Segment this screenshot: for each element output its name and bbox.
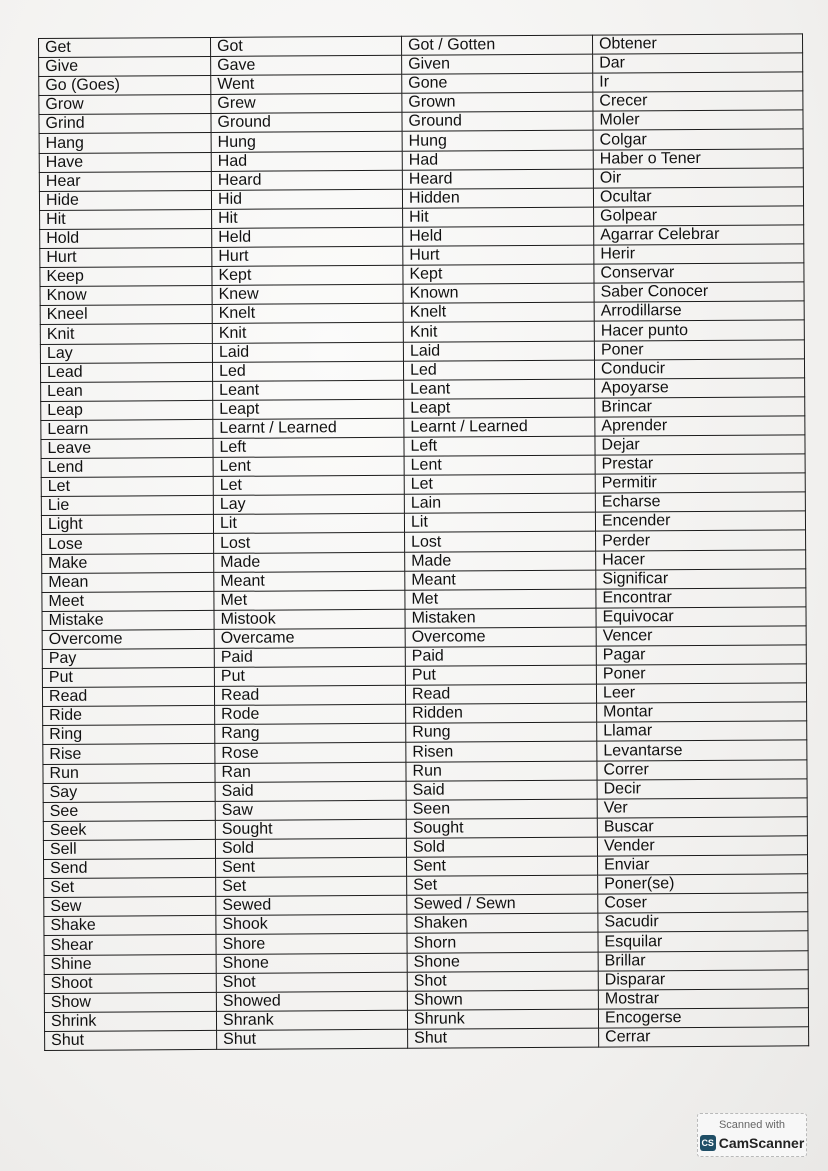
past-simple-cell: Overcame [214, 628, 405, 648]
past-participle-cell: Kept [403, 264, 594, 284]
past-simple-cell: Went [211, 74, 402, 94]
past-simple-cell: Hung [211, 132, 402, 152]
infinitive-cell: Seek [43, 820, 215, 840]
past-simple-cell: Shone [216, 953, 407, 973]
past-simple-cell: Hit [212, 208, 403, 228]
infinitive-cell: Hide [39, 190, 211, 210]
past-participle-cell: Shut [408, 1028, 599, 1048]
past-participle-cell: Left [404, 436, 595, 456]
past-participle-cell: Let [404, 474, 595, 494]
past-simple-cell: Learnt / Learned [213, 418, 404, 438]
past-participle-cell: Leapt [404, 398, 595, 418]
infinitive-cell: Ring [43, 725, 215, 745]
spanish-translation-cell: Poner(se) [598, 874, 808, 894]
past-simple-cell: Laid [212, 342, 403, 362]
past-simple-cell: Read [214, 685, 405, 705]
past-simple-cell: Lost [214, 533, 405, 553]
spanish-translation-cell: Aprender [595, 416, 805, 436]
infinitive-cell: Have [39, 152, 211, 172]
past-simple-cell: Grew [211, 94, 402, 114]
past-simple-cell: Hurt [212, 246, 403, 266]
past-simple-cell: Set [216, 876, 407, 896]
verb-table-body [39, 34, 809, 1051]
infinitive-cell: Read [42, 687, 214, 707]
spanish-translation-cell: Coser [598, 893, 808, 913]
infinitive-cell: Let [41, 477, 213, 497]
infinitive-cell: Overcome [42, 629, 214, 649]
infinitive-cell: Keep [40, 267, 212, 287]
past-simple-cell: Had [211, 151, 402, 171]
camscanner-brand [698, 1135, 806, 1151]
spanish-translation-cell: Vencer [596, 626, 806, 646]
infinitive-cell: Kneel [40, 305, 212, 325]
camscanner-badge [697, 1113, 807, 1157]
spanish-translation-cell: Levantarse [597, 740, 807, 760]
infinitive-cell: See [43, 801, 215, 821]
spanish-translation-cell: Llamar [597, 721, 807, 741]
spanish-translation-cell: Cerrar [599, 1027, 809, 1047]
infinitive-cell: Lend [41, 458, 213, 478]
past-participle-cell: Met [405, 589, 596, 609]
past-participle-cell: Set [407, 875, 598, 895]
infinitive-cell: Leap [41, 400, 213, 420]
infinitive-cell: Knit [40, 324, 212, 344]
past-participle-cell: Read [405, 684, 596, 704]
infinitive-cell: Hurt [40, 247, 212, 267]
spanish-translation-cell: Disparar [598, 969, 808, 989]
past-simple-cell: Made [214, 552, 405, 572]
infinitive-cell: Lay [40, 343, 212, 363]
past-simple-cell: Knelt [212, 304, 403, 324]
past-participle-cell: Shot [407, 971, 598, 991]
infinitive-cell: Lose [42, 534, 214, 554]
spanish-translation-cell: Oir [593, 167, 803, 187]
past-participle-cell: Ground [402, 111, 593, 131]
infinitive-cell: Send [44, 858, 216, 878]
past-participle-cell: Sent [407, 856, 598, 876]
spanish-translation-cell: Prestar [595, 454, 805, 474]
spanish-translation-cell: Significar [596, 568, 806, 588]
spanish-translation-cell: Hacer [596, 549, 806, 569]
spanish-translation-cell: Arrodillarse [594, 301, 804, 321]
spanish-translation-cell: Equivocar [596, 607, 806, 627]
infinitive-cell: Set [44, 878, 216, 898]
past-participle-cell: Lain [404, 493, 595, 513]
infinitive-cell: Learn [41, 419, 213, 439]
infinitive-cell: Leave [41, 438, 213, 458]
past-simple-cell: Heard [211, 170, 402, 190]
past-participle-cell: Ridden [406, 703, 597, 723]
spanish-translation-cell: Vender [597, 836, 807, 856]
past-simple-cell: Kept [212, 265, 403, 285]
past-participle-cell: Held [403, 226, 594, 246]
irregular-verbs-table [38, 33, 809, 1051]
past-participle-cell: Grown [402, 92, 593, 112]
infinitive-cell: Ride [43, 706, 215, 726]
spanish-translation-cell: Poner [596, 664, 806, 684]
spanish-translation-cell: Ver [597, 798, 807, 818]
past-participle-cell: Said [406, 780, 597, 800]
spanish-translation-cell: Ocultar [593, 187, 803, 207]
infinitive-cell: Hold [40, 228, 212, 248]
infinitive-cell: Sell [43, 839, 215, 859]
spanish-translation-cell: Brillar [598, 950, 808, 970]
past-participle-cell: Got / Gotten [401, 35, 592, 55]
spanish-translation-cell: Encender [595, 511, 805, 531]
past-simple-cell: Shut [217, 1029, 408, 1049]
spanish-translation-cell: Apoyarse [595, 378, 805, 398]
infinitive-cell: Lead [40, 362, 212, 382]
past-participle-cell: Known [403, 283, 594, 303]
spanish-translation-cell: Ir [593, 72, 803, 92]
spanish-translation-cell: Haber o Tener [593, 148, 803, 168]
infinitive-cell: Light [41, 515, 213, 535]
past-participle-cell: Knit [403, 322, 594, 342]
past-simple-cell: Sought [215, 819, 406, 839]
spanish-translation-cell: Sacudir [598, 912, 808, 932]
past-participle-cell: Mistaken [405, 608, 596, 628]
past-participle-cell: Risen [406, 742, 597, 762]
past-participle-cell: Shrunk [407, 1009, 598, 1029]
infinitive-cell: Sew [44, 897, 216, 917]
past-simple-cell: Leapt [213, 399, 404, 419]
infinitive-cell: Get [39, 37, 211, 57]
past-simple-cell: Let [213, 475, 404, 495]
scanned-with-label: Scanned with [718, 1119, 786, 1131]
spanish-translation-cell: Permitir [595, 473, 805, 493]
infinitive-cell: Mistake [42, 610, 214, 630]
past-participle-cell: Seen [406, 799, 597, 819]
past-participle-cell: Overcome [405, 627, 596, 647]
infinitive-cell: Make [42, 553, 214, 573]
spanish-translation-cell: Colgar [593, 129, 803, 149]
past-participle-cell: Sought [406, 818, 597, 838]
spanish-translation-cell: Correr [597, 759, 807, 779]
past-participle-cell: Paid [405, 646, 596, 666]
infinitive-cell: Lean [41, 381, 213, 401]
spanish-translation-cell: Dejar [595, 435, 805, 455]
past-simple-cell: Led [212, 361, 403, 381]
camscanner-logo-icon: CS [700, 1135, 716, 1151]
infinitive-cell: Hang [39, 133, 211, 153]
past-participle-cell: Heard [402, 169, 593, 189]
spanish-translation-cell: Pagar [596, 645, 806, 665]
past-simple-cell: Ground [211, 113, 402, 133]
verb-row [45, 1027, 809, 1051]
infinitive-cell: Shrink [44, 1011, 216, 1031]
infinitive-cell: Give [39, 57, 211, 77]
infinitive-cell: Meet [42, 591, 214, 611]
past-participle-cell: Lost [405, 532, 596, 552]
spanish-translation-cell: Brincar [595, 397, 805, 417]
spanish-translation-cell: Golpear [594, 206, 804, 226]
past-participle-cell: Hung [402, 131, 593, 151]
past-simple-cell: Shot [216, 972, 407, 992]
past-simple-cell: Hid [211, 189, 402, 209]
past-participle-cell: Meant [405, 570, 596, 590]
past-simple-cell: Put [214, 666, 405, 686]
spanish-translation-cell: Conducir [594, 358, 804, 378]
past-participle-cell: Gone [402, 73, 593, 93]
past-participle-cell: Lit [404, 512, 595, 532]
spanish-translation-cell: Poner [594, 339, 804, 359]
past-simple-cell: Shrank [216, 1010, 407, 1030]
past-simple-cell: Ran [215, 762, 406, 782]
past-participle-cell: Run [406, 761, 597, 781]
infinitive-cell: Say [43, 782, 215, 802]
past-participle-cell: Sewed / Sewn [407, 894, 598, 914]
past-participle-cell: Put [405, 665, 596, 685]
spanish-translation-cell: Crecer [593, 91, 803, 111]
past-simple-cell: Said [215, 781, 406, 801]
infinitive-cell: Shine [44, 954, 216, 974]
past-participle-cell: Lent [404, 455, 595, 475]
infinitive-cell: Run [43, 763, 215, 783]
spanish-translation-cell: Echarse [595, 492, 805, 512]
past-participle-cell: Rung [406, 722, 597, 742]
past-simple-cell: Met [214, 590, 405, 610]
verb-sheet [38, 33, 808, 1051]
past-participle-cell: Leant [404, 379, 595, 399]
camscanner-name: CamScanner [718, 1135, 805, 1151]
spanish-translation-cell: Encontrar [596, 588, 806, 608]
past-simple-cell: Gave [211, 55, 402, 75]
infinitive-cell: Hear [39, 171, 211, 191]
spanish-translation-cell: Esquilar [598, 931, 808, 951]
past-participle-cell: Hit [403, 207, 594, 227]
spanish-translation-cell: Hacer punto [594, 320, 804, 340]
past-simple-cell: Shook [216, 915, 407, 935]
past-participle-cell: Hurt [403, 245, 594, 265]
past-simple-cell: Lay [213, 495, 404, 515]
spanish-translation-cell: Saber Conocer [594, 282, 804, 302]
spanish-translation-cell: Conservar [594, 263, 804, 283]
infinitive-cell: Know [40, 286, 212, 306]
spanish-translation-cell: Perder [596, 530, 806, 550]
infinitive-cell: Pay [42, 648, 214, 668]
infinitive-cell: Shoot [44, 973, 216, 993]
past-simple-cell: Mistook [214, 609, 405, 629]
spanish-translation-cell: Mostrar [598, 988, 808, 1008]
past-simple-cell: Saw [215, 800, 406, 820]
spanish-translation-cell: Obtener [592, 34, 802, 54]
past-participle-cell: Shown [407, 990, 598, 1010]
spanish-translation-cell: Herir [594, 244, 804, 264]
infinitive-cell: Grind [39, 114, 211, 134]
past-simple-cell: Paid [214, 647, 405, 667]
past-simple-cell: Lent [213, 456, 404, 476]
infinitive-cell: Hit [40, 209, 212, 229]
past-simple-cell: Knit [212, 323, 403, 343]
infinitive-cell: Rise [43, 744, 215, 764]
past-simple-cell: Shore [216, 934, 407, 954]
past-participle-cell: Knelt [403, 302, 594, 322]
past-simple-cell: Showed [216, 991, 407, 1011]
past-participle-cell: Shaken [407, 913, 598, 933]
past-participle-cell: Shorn [407, 933, 598, 953]
infinitive-cell: Shake [44, 916, 216, 936]
past-simple-cell: Leant [213, 380, 404, 400]
past-simple-cell: Held [212, 227, 403, 247]
infinitive-cell: Grow [39, 95, 211, 115]
past-participle-cell: Laid [403, 341, 594, 361]
past-participle-cell: Made [405, 551, 596, 571]
infinitive-cell: Shear [44, 935, 216, 955]
past-participle-cell: Had [402, 150, 593, 170]
past-simple-cell: Rose [215, 743, 406, 763]
past-simple-cell: Lit [213, 514, 404, 534]
past-simple-cell: Sewed [216, 895, 407, 915]
past-simple-cell: Sent [216, 857, 407, 877]
past-simple-cell: Sold [215, 838, 406, 858]
spanish-translation-cell: Buscar [597, 817, 807, 837]
spanish-translation-cell: Decir [597, 778, 807, 798]
infinitive-cell: Mean [42, 572, 214, 592]
past-simple-cell: Left [213, 437, 404, 457]
past-simple-cell: Rang [215, 724, 406, 744]
spanish-translation-cell: Leer [596, 683, 806, 703]
spanish-translation-cell: Montar [597, 702, 807, 722]
spanish-translation-cell: Moler [593, 110, 803, 130]
spanish-translation-cell: Agarrar Celebrar [594, 225, 804, 245]
past-participle-cell: Shone [407, 952, 598, 972]
spanish-translation-cell: Enviar [598, 855, 808, 875]
past-participle-cell: Led [403, 360, 594, 380]
infinitive-cell: Go (Goes) [39, 76, 211, 96]
spanish-translation-cell: Encogerse [598, 1008, 808, 1028]
infinitive-cell: Shut [45, 1030, 217, 1050]
past-simple-cell: Got [210, 36, 401, 56]
past-simple-cell: Meant [214, 571, 405, 591]
past-participle-cell: Sold [406, 837, 597, 857]
past-participle-cell: Given [402, 54, 593, 74]
infinitive-cell: Lie [41, 496, 213, 516]
spanish-translation-cell: Dar [593, 53, 803, 73]
past-simple-cell: Rode [215, 705, 406, 725]
infinitive-cell: Show [44, 992, 216, 1012]
infinitive-cell: Put [42, 668, 214, 688]
past-simple-cell: Knew [212, 284, 403, 304]
past-participle-cell: Hidden [402, 188, 593, 208]
past-participle-cell: Learnt / Learned [404, 417, 595, 437]
